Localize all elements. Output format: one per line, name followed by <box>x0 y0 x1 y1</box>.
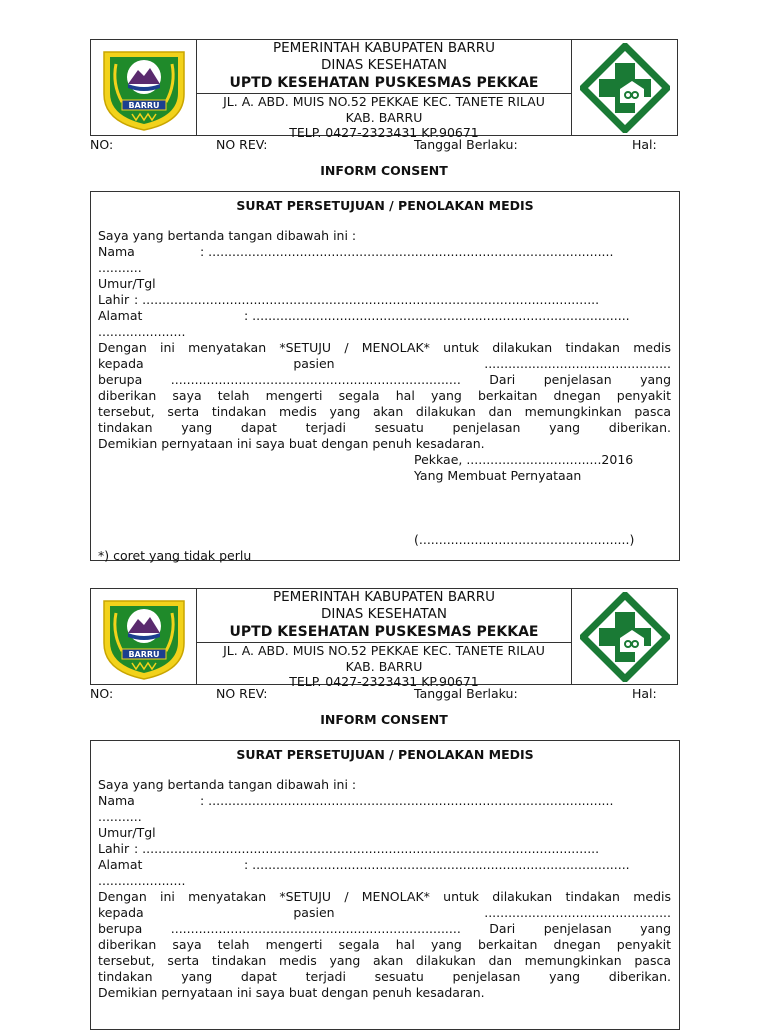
intro-line: Saya yang bertanda tangan dibawah ini : <box>98 228 357 243</box>
statement-line-4: diberikan saya telah mengerti segala hal yang berkaitan dnegan penyakit <box>98 388 671 403</box>
statement-line-6: tindakan yang dapat terjadi sesuatu penjelasan yang diberikan. <box>98 420 671 435</box>
umur-label: Umur/Tgl <box>98 825 156 840</box>
patient-field[interactable]: ............................................... <box>484 905 671 920</box>
alamat-field[interactable]: : ............................................................................................... <box>244 308 630 323</box>
statement-line-1: Dengan ini menyatakan *SETUJU / MENOLAK* untuk dilakukan tindakan medis <box>98 340 671 355</box>
doc-meta-row <box>90 137 690 153</box>
statement-line-4: diberikan saya telah mengerti segala hal yang berkaitan dnegan penyakit <box>98 937 671 952</box>
address: JL. A. ABD. MUIS NO.52 PEKKAE KEC. TANETE RILAU <box>223 643 545 658</box>
form-title: SURAT PERSETUJUAN / PENOLAKAN MEDIS <box>236 198 534 213</box>
footnote: *) coret yang tidak perlu <box>98 548 252 563</box>
gov-name: PEMERINTAH KABUPATEN BARRU <box>273 589 495 605</box>
statement-line-6: tindakan yang dapat terjadi sesuatu penjelasan yang diberikan. <box>98 969 671 984</box>
phone: TELP. 0427-2323431 KP.90671 <box>289 674 479 689</box>
statement-line-7: Demikian pernyataan ini saya buat dengan penuh kesadaran. <box>98 436 485 451</box>
umur-label: Umur/Tgl <box>98 276 156 291</box>
phone: TELP. 0427-2323431 KP.90671 <box>289 125 479 140</box>
signer-label: Yang Membuat Pernyataan <box>414 468 582 483</box>
hal-label: Hal: <box>632 686 657 701</box>
svg-text:BARRU: BARRU <box>127 649 160 659</box>
doc-title: INFORM CONSENT <box>320 163 448 178</box>
no-rev-label: NO REV: <box>216 137 268 152</box>
no-label: NO: <box>90 686 114 701</box>
alamat-label: Alamat <box>98 308 143 323</box>
statement-line-5: tersebut, serta tindakan medis yang akan dilakukan dan memungkinkan pasca <box>98 953 671 968</box>
letterhead <box>90 39 678 140</box>
puskesmas-logo <box>571 40 677 135</box>
nama-field[interactable]: : ...................................................................................................... <box>200 793 614 808</box>
nama-cont: ........... <box>98 809 142 824</box>
lahir-row <box>98 292 671 308</box>
doc-title: INFORM CONSENT <box>320 712 448 727</box>
alamat-row <box>98 857 671 873</box>
dept-name: DINAS KESEHATAN <box>321 57 447 73</box>
alamat-row <box>98 308 671 324</box>
nama-label: Nama <box>98 793 135 808</box>
statement-line-3: berupa ......................................................................... Dari penjelasan yang <box>98 921 672 936</box>
nama-label: Nama <box>98 244 135 259</box>
nama-cont: ........... <box>98 260 142 275</box>
action-field[interactable]: ......................................................................... Dari <box>170 921 516 936</box>
intro-line: Saya yang bertanda tangan dibawah ini : <box>98 777 357 792</box>
alamat-label: Alamat <box>98 857 143 872</box>
barru-logo <box>91 40 197 135</box>
statement-line-1: Dengan ini menyatakan *SETUJU / MENOLAK* untuk dilakukan tindakan medis <box>98 889 671 904</box>
puskesmas-logo <box>571 589 677 684</box>
dept-name: DINAS KESEHATAN <box>321 606 447 622</box>
nama-row <box>98 244 671 260</box>
form-title: SURAT PERSETUJUAN / PENOLAKAN MEDIS <box>236 747 534 762</box>
statement-line-2: kepada pasien ............................................... <box>98 905 671 920</box>
regency: KAB. BARRU <box>345 658 423 674</box>
form-body <box>98 228 671 564</box>
doc-meta-row <box>90 686 690 702</box>
no-label: NO: <box>90 137 114 152</box>
statement-line-7: Demikian pernyataan ini saya buat dengan penuh kesadaran. <box>98 985 485 1000</box>
nama-row <box>98 793 671 809</box>
gov-name: PEMERINTAH KABUPATEN BARRU <box>273 40 495 56</box>
alamat-cont: ...................... <box>98 873 186 888</box>
no-rev-label: NO REV: <box>216 686 268 701</box>
consent-form <box>90 740 680 1030</box>
unit-name: UPTD KESEHATAN PUSKESMAS PEKKAE <box>197 74 571 94</box>
letterhead <box>90 588 678 689</box>
consent-form <box>90 191 680 561</box>
letterhead-text <box>197 589 571 690</box>
patient-field[interactable]: ............................................... <box>484 356 671 371</box>
nama-field[interactable]: : ...................................................................................................... <box>200 244 614 259</box>
lahir-label: Lahir <box>98 841 130 856</box>
statement-line-2: kepada pasien ............................................... <box>98 356 671 371</box>
lahir-field[interactable]: : ................................................................................................................... <box>134 292 600 307</box>
form-body <box>98 777 671 1001</box>
umur-row <box>98 276 671 292</box>
alamat-field[interactable]: : ............................................................................................... <box>244 857 630 872</box>
statement-line-3: berupa ......................................................................... Dari penjelasan yang <box>98 372 672 387</box>
alamat-cont: ...................... <box>98 324 186 339</box>
statement-line-5: tersebut, serta tindakan medis yang akan dilakukan dan memungkinkan pasca <box>98 404 671 419</box>
umur-row <box>98 825 671 841</box>
tanggal-label: Tanggal Berlaku: <box>414 686 518 701</box>
svg-text:BARRU: BARRU <box>127 100 160 110</box>
tanggal-label: Tanggal Berlaku: <box>414 137 518 152</box>
hal-label: Hal: <box>632 137 657 152</box>
lahir-row <box>98 841 671 857</box>
signature-line[interactable]: (.....................................................) <box>414 532 635 547</box>
lahir-label: Lahir <box>98 292 130 307</box>
action-field[interactable]: ......................................................................... Dari <box>170 372 516 387</box>
barru-logo <box>91 589 197 684</box>
regency: KAB. BARRU <box>345 109 423 125</box>
place-date[interactable]: Pekkae, ..................................2016 <box>414 452 634 467</box>
address: JL. A. ABD. MUIS NO.52 PEKKAE KEC. TANETE RILAU <box>223 94 545 109</box>
unit-name: UPTD KESEHATAN PUSKESMAS PEKKAE <box>197 623 571 643</box>
lahir-field[interactable]: : ................................................................................................................... <box>134 841 600 856</box>
letterhead-text <box>197 40 571 141</box>
